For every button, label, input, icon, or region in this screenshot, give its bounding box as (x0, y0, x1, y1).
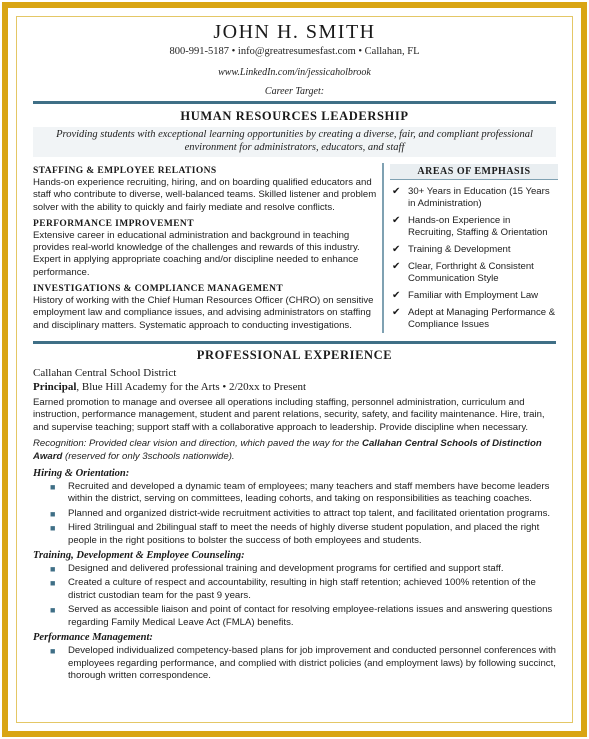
emphasis-item-label: Clear, Forthright & Consistent Communication Style (408, 261, 534, 284)
recognition-award: Callahan Central Schools of Distinction Award (33, 438, 542, 462)
competency-text: Hands-on experience recruiting, hiring, and on boarding qualified educators and staff who contribute to diverse, well-balanced teams. Skilled listener and problem solver with the ability to quickly and fairly mediate and resolve conflicts. (33, 177, 377, 213)
list-item-text: Developed individualized competency-based plans for job improvement and conducted personnel conferences with employees regarding performance, and complied with district policies (and employment laws) by following succinct, thorough written correspondence. (68, 645, 556, 681)
list-item-text: Planned and organized district-wide recruitment activities to attract top talent, and facilitated orientation programs. (68, 507, 551, 519)
list-item (50, 481, 560, 506)
emphasis-item-label: Hands-on Experience in Recruiting, Staffing & Orientation (408, 215, 548, 238)
list-item (50, 508, 560, 520)
bullet-icon: ■ (50, 482, 56, 493)
competency-text: Extensive career in educational administration and background in teaching provides real-world knowledge of the challenges and rewards of this industry. Expert in applying appropriate coaching and/or discipline needed to enhance performance. (33, 229, 360, 278)
check-icon: ✔ (392, 215, 401, 226)
areas-of-emphasis (390, 164, 558, 336)
list-item-text: Served as accessible liaison and point of contact for resolving employee-relations issues and answering questions regarding Family Medical Leave Act (FMLA) benefits. (68, 604, 553, 628)
career-target: Career Target: (264, 86, 325, 97)
bullet-list (50, 563, 560, 629)
list-item-text: Designed and delivered professional training and development programs for certified and support staff. (68, 563, 504, 575)
emphasis-item (390, 215, 558, 239)
role-line (33, 380, 560, 394)
bullet-icon: ■ (50, 605, 56, 616)
list-item (50, 563, 560, 575)
list-item (50, 604, 560, 629)
bullet-icon: ■ (50, 646, 56, 657)
bullet-list (50, 481, 560, 547)
company-name: Callahan Central School District (33, 367, 177, 379)
contact-line: 800-991-5187 • info@greatresumesfast.com • Callahan, FL (169, 46, 420, 57)
emphasis-item (390, 290, 558, 302)
recognition-suffix: (reserved for only 3schools nationwide). (62, 450, 235, 462)
section-title: Hiring & Orientation: (33, 468, 130, 480)
check-icon: ✔ (392, 261, 401, 272)
section-title: Training, Development & Employee Counseling: (33, 550, 245, 562)
competency-title: STAFFING & EMPLOYEE RELATIONS (33, 166, 217, 176)
candidate-name: JOHN H. SMITH (213, 21, 376, 43)
emphasis-item-label: Adept at Managing Performance & Compliance Issues (408, 307, 556, 330)
recognition-prefix: Recognition: Provided clear vision and direction, which paved the way for the (33, 438, 363, 450)
bullet-icon: ■ (50, 508, 56, 519)
bullet-icon: ■ (50, 578, 56, 589)
emphasis-item (390, 261, 558, 285)
bullet-icon: ■ (50, 564, 56, 575)
emphasis-item-label: Training & Development (408, 244, 511, 255)
section-title: Performance Management: (33, 632, 153, 644)
competency-block (33, 166, 381, 214)
check-icon: ✔ (392, 307, 401, 318)
bullet-list (50, 645, 560, 682)
emphasis-item (390, 244, 558, 256)
competency-block (33, 284, 381, 332)
list-item (50, 522, 560, 547)
competency-block (33, 219, 381, 279)
check-icon: ✔ (392, 244, 401, 255)
competency-text: History of working with the Chief Human Resources Officer (CHRO) on sensitive employment law and compliance issues, and advising administrators on staffing and disciplinary matters. Systematic approach to conducting investigations. (33, 295, 374, 331)
competency-title: PERFORMANCE IMPROVEMENT (33, 218, 194, 229)
competency-title: INVESTIGATIONS & COMPLIANCE MANAGEMENT (33, 284, 284, 295)
headline-title: HUMAN RESOURCES LEADERSHIP (180, 109, 409, 123)
role-description: Earned promotion to manage and oversee all operations including staffing, personnel administration, curriculum and instruction, performance management, student and parent relations, security, safety, and facility maintenance. Hire, train, and supervise teaching; support staff with a collaborative approach to leadership. Provide discipline when necessary. (33, 397, 545, 433)
experience-divider (33, 341, 556, 344)
emphasis-item-label: 30+ Years in Education (15 Years in Administration) (408, 186, 550, 209)
recognition (33, 438, 560, 463)
list-item-text: Recruited and developed a dynamic team of employees; many teachers and staff members have become leaders within the district, serving on committees, leading cohorts, and taking on responsibilities as teaching coaches. (68, 481, 550, 505)
experience-heading: PROFESSIONAL EXPERIENCE (196, 348, 393, 362)
list-item-text: Created a culture of respect and accountability, resulting in high staff retention; achieved 100% retention of the district custodian team for the past 9 years. (68, 577, 536, 601)
areas-of-emphasis-title: AREAS OF EMPHASIS (390, 164, 558, 180)
emphasis-item (390, 307, 558, 331)
list-item (50, 645, 560, 682)
emphasis-item-label: Familiar with Employment Law (408, 290, 539, 301)
competencies-column (33, 166, 381, 337)
bullet-icon: ■ (50, 523, 56, 534)
check-icon: ✔ (392, 290, 401, 301)
headline-summary: Providing students with exceptional learning opportunities by creating a diverse, fair, and compliant professional environment for administrators, educators, and staff (56, 129, 533, 153)
role-details: , Blue Hill Academy for the Arts • 2/20xx to Present (76, 381, 307, 393)
check-icon: ✔ (392, 186, 401, 197)
list-item-text: Hired 3trilingual and 2bilingual staff to meet the needs of highly diverse student population, and placed the right people in the right positions to bolster the success of both employees and students. (68, 522, 540, 546)
emphasis-item (390, 186, 558, 210)
column-divider (382, 163, 384, 333)
list-item (50, 577, 560, 602)
header-divider (33, 101, 556, 104)
role-title: Principal (33, 381, 77, 393)
experience-section (33, 367, 560, 685)
linkedin-url[interactable]: www.LinkedIn.com/in/jessicaholbrook (218, 67, 371, 78)
